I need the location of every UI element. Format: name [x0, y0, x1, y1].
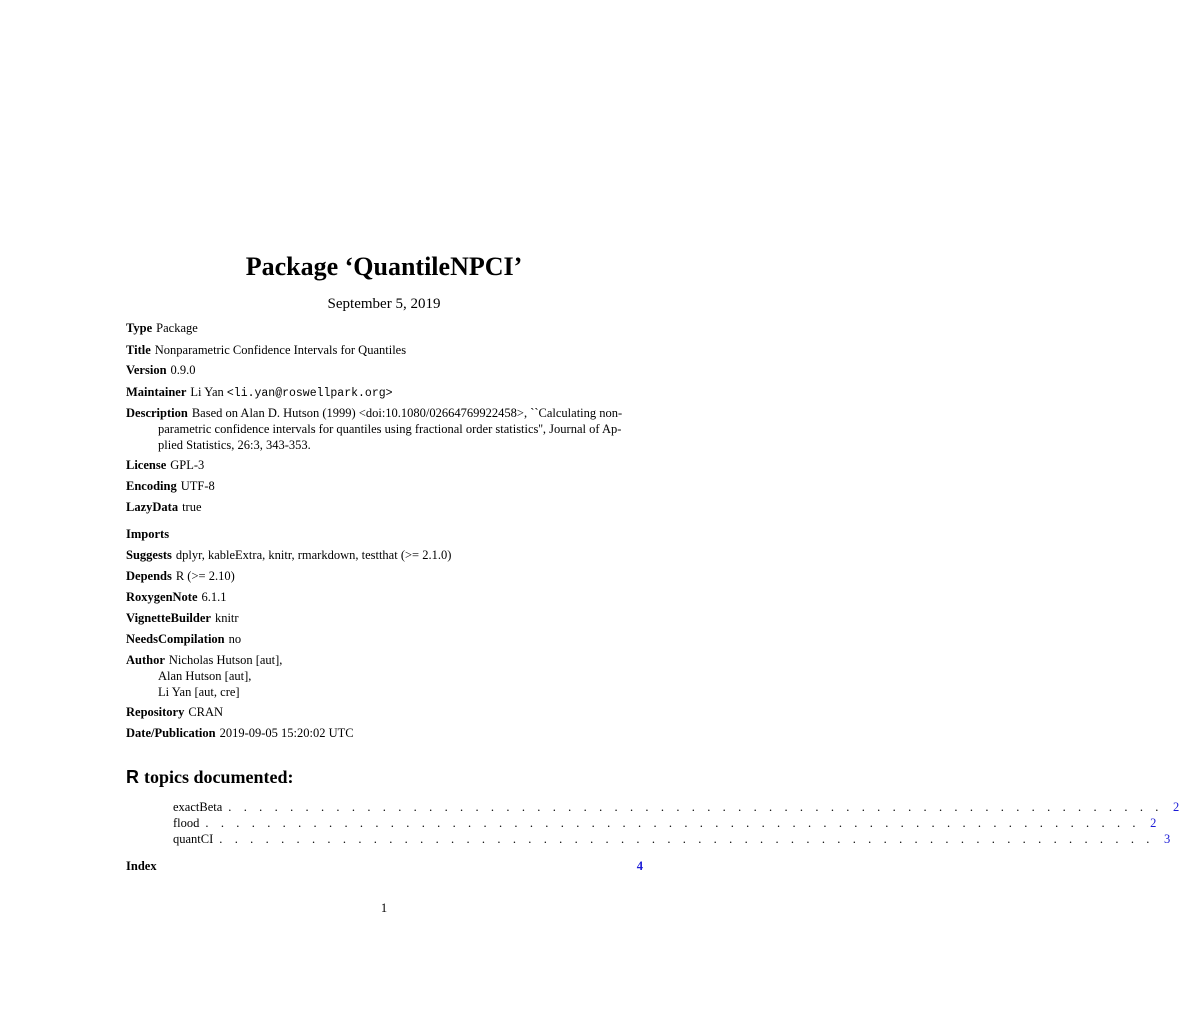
field-encoding — [126, 478, 646, 494]
field-version — [126, 362, 646, 378]
field-depends — [126, 568, 646, 584]
field-repository — [126, 704, 646, 720]
field-type — [126, 320, 646, 336]
field-key: Maintainer — [126, 385, 187, 399]
author-line-2: Alan Hutson [aut], — [158, 669, 252, 683]
toc-page-link[interactable]: 3 — [1164, 832, 1171, 846]
field-value: 2019-09-05 15:20:02 UTC — [219, 726, 354, 740]
field-key: VignetteBuilder — [126, 611, 211, 625]
description-line-2: parametric confidence intervals for quantiles using fractional order statistics'', Journal of Ap- — [158, 422, 622, 436]
field-needscompilation — [126, 631, 646, 647]
field-value: Nonparametric Confidence Intervals for Quantiles — [154, 343, 407, 357]
field-key: Description — [126, 406, 188, 420]
page-title: Package ‘QuantileNPCI’ — [245, 252, 523, 281]
toc-entry-flood[interactable] — [173, 815, 1157, 831]
toc-heading — [126, 765, 294, 789]
field-roxygennote — [126, 589, 646, 605]
field-value: 0.9.0 — [170, 363, 196, 377]
author-line-3: Li Yan [aut, cre] — [158, 685, 240, 699]
field-key: Depends — [126, 569, 172, 583]
field-license — [126, 457, 646, 473]
field-value: UTF-8 — [180, 479, 215, 493]
field-maintainer — [126, 384, 646, 402]
toc-index-entry[interactable] — [126, 858, 643, 874]
field-key: RoxygenNote — [126, 590, 198, 604]
field-key: Date/Publication — [126, 726, 216, 740]
field-key: NeedsCompilation — [126, 632, 225, 646]
field-value: no — [228, 632, 242, 646]
toc-entry-name: quantCI — [173, 832, 214, 846]
author-line-1: Nicholas Hutson [aut], — [168, 653, 283, 667]
toc-leader-dots: . . . . . . . . . . . . . . . . . . . . . . . . . . . . . . . . . . . . . . . . . . . . . . . . . . . . . . . . . . . . . — [228, 800, 1164, 814]
field-value: knitr — [214, 611, 239, 625]
field-vignettebuilder — [126, 610, 646, 626]
field-key: Encoding — [126, 479, 177, 493]
toc-leader-dots: . . . . . . . . . . . . . . . . . . . . . . . . . . . . . . . . . . . . . . . . . . . . . . . . . . . . . . . . . . . . . — [205, 816, 1141, 830]
field-author — [126, 652, 646, 668]
field-key: Type — [126, 321, 153, 335]
toc-page-link[interactable]: 2 — [1150, 816, 1157, 830]
toc-entry-name: exactBeta — [173, 800, 223, 814]
description-line-1: Based on Alan D. Hutson (1999) <doi:10.1080/02664769922458>, ``Calculating non- — [191, 406, 623, 420]
field-title — [126, 342, 646, 358]
toc-leader-dots: . . . . . . . . . . . . . . . . . . . . . . . . . . . . . . . . . . . . . . . . . . . . . . . . . . . . . . . . . . . . . — [219, 832, 1155, 846]
field-key: Version — [126, 363, 167, 377]
field-key: Suggests — [126, 548, 172, 562]
toc-entry-exactbeta[interactable] — [173, 799, 1179, 815]
field-key: Repository — [126, 705, 185, 719]
field-imports — [126, 526, 646, 542]
field-description — [126, 405, 646, 421]
toc-entry-name: flood — [173, 816, 200, 830]
field-lazydata — [126, 499, 646, 515]
field-key: LazyData — [126, 500, 179, 514]
index-label: Index — [126, 859, 157, 873]
toc-entry-quantci[interactable] — [173, 831, 1171, 847]
field-value: 6.1.1 — [201, 590, 227, 604]
field-date-publication — [126, 725, 646, 741]
page-number: 1 — [380, 901, 388, 915]
index-page-link[interactable]: 4 — [636, 859, 643, 873]
field-value: dplyr, kableExtra, knitr, rmarkdown, testthat (>= 2.1.0) — [175, 548, 452, 562]
field-key: License — [126, 458, 167, 472]
toc-page-link[interactable]: 2 — [1173, 800, 1179, 814]
maintainer-email: <li.yan@roswellpark.org> — [226, 387, 393, 400]
description-line-3: plied Statistics, 26:3, 343-353. — [158, 438, 311, 452]
field-suggests — [126, 547, 646, 563]
field-value: GPL-3 — [170, 458, 205, 472]
field-value: Li Yan — [190, 385, 224, 399]
field-value: Package — [156, 321, 198, 335]
field-value: R (>= 2.10) — [175, 569, 235, 583]
field-value: CRAN — [188, 705, 224, 719]
toc-heading-r: R — [126, 767, 139, 787]
field-key: Author — [126, 653, 165, 667]
toc-heading-text: topics documented: — [144, 767, 294, 787]
page-date: September 5, 2019 — [327, 296, 441, 312]
field-value: true — [182, 500, 202, 514]
field-key: Title — [126, 343, 151, 357]
field-key: Imports — [126, 527, 170, 541]
